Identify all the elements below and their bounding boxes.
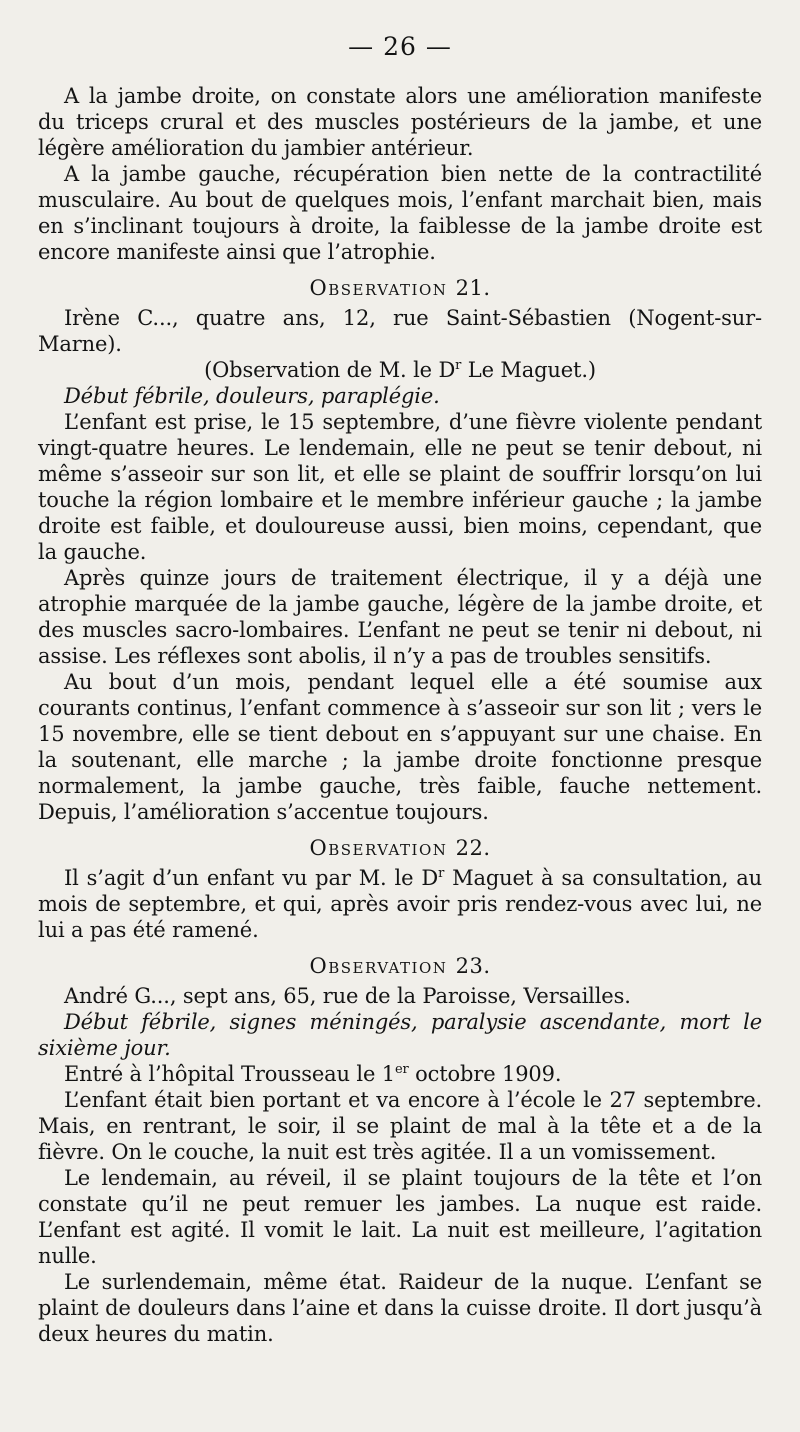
observation-label: Observation: [309, 276, 448, 300]
paragraph: A la jambe droite, on constate alors une amélioration manifeste du triceps crural et des muscles postérieurs de la jambe, et une légère amélioration du jambier antérieur.: [38, 84, 762, 160]
observation-summary: Début fébrile, signes méningés, paralysie ascendante, mort le sixième jour.: [38, 1010, 762, 1060]
paragraph: [38, 865, 762, 943]
observation-number: 22.: [455, 836, 491, 860]
superscript: r: [455, 358, 462, 373]
paragraph-text: Il s’agit d’un enfant vu par M. le D: [64, 866, 439, 890]
paragraph: Le surlendemain, même état. Raideur de la nuque. L’enfant se plaint de douleurs dans l’aine et dans la cuisse droite. Il dort jusqu’à deux heures du matin.: [38, 1270, 762, 1346]
observation-label: Observation: [309, 836, 448, 860]
page-body: [38, 83, 762, 1347]
observation-heading-23: [38, 943, 762, 983]
page-number: — 26 —: [348, 32, 452, 61]
paragraph: L’enfant était bien portant et va encore à l’école le 27 septembre. Mais, en rentrant, le soir, il se plaint de mal à la tête et a de la fièvre. On le couche, la nuit est très agitée. Il a un vomissement.: [38, 1088, 762, 1164]
superscript: r: [438, 866, 445, 881]
observation-label: Observation: [309, 954, 448, 978]
paragraph-text: Entré à l’hôpital Trousseau le 1: [64, 1062, 395, 1086]
source-text: Le Maguet.): [461, 358, 596, 382]
observation-number: 23.: [455, 954, 491, 978]
paragraph: A la jambe gauche, récupération bien nette de la contractilité musculaire. Au bout de quelques mois, l’enfant marchait bien, mais en s’inclinant toujours à droite, la faiblesse de la jambe droite est encore manifeste ainsi que l’atrophie.: [38, 162, 762, 264]
paragraph: L’enfant est prise, le 15 septembre, d’une fièvre violente pendant vingt-quatre heures. Le lendemain, elle ne peut se tenir debout, ni même s’asseoir sur son lit, et elle se plaint de souffrir lorsqu’on lui touche la région lombaire et le membre inférieur gauche ; la jambe droite est faible, et douloureuse aussi, bien moins, cependant, que la gauche.: [38, 410, 762, 564]
paragraph: Au bout d’un mois, pendant lequel elle a été soumise aux courants continus, l’enfant commence à s’asseoir sur son lit ; vers le 15 novembre, elle se tient debout en s’appuyant sur une chaise. En la soutenant, elle marche ; la jambe droite fonctionne presque normalement, la jambe gauche, très faible, fauche nettement. Depuis, l’amélioration s’accentue toujours.: [38, 670, 762, 824]
paragraph-text: octobre 1909.: [408, 1062, 562, 1086]
paragraph: [38, 1061, 762, 1087]
paragraph-text: Maguet à sa consultation, au mois de septembre, et qui, après avoir pris rendez-vous avec lui, ne lui a pas été ramené.: [38, 866, 763, 942]
observation-number: 21.: [455, 276, 491, 300]
source-text: (Observation de M. le D: [204, 358, 456, 382]
superscript: er: [395, 1062, 409, 1077]
observation-summary: Début fébrile, douleurs, paraplégie.: [64, 384, 440, 408]
patient-line: Irène C..., quatre ans, 12, rue Saint-Sébastien (Nogent-sur-Marne).: [38, 306, 762, 356]
observation-heading-21: [38, 265, 762, 305]
patient-line: André G..., sept ans, 65, rue de la Paroisse, Versailles.: [64, 984, 631, 1008]
observation-source: [38, 357, 762, 383]
observation-heading-22: [38, 825, 762, 865]
paragraph: Le lendemain, au réveil, il se plaint toujours de la tête et l’on constate qu’il ne peut remuer les jambes. La nuque est raide. L’enfant est agité. Il vomit le lait. La nuit est meilleure, l’agitation nulle.: [38, 1166, 762, 1268]
paragraph: Après quinze jours de traitement électrique, il y a déjà une atrophie marquée de la jambe gauche, légère de la jambe droite, et des muscles sacro-lombaires. L’enfant ne peut se tenir ni debout, ni assise. Les réflexes sont abolis, il n’y a pas de troubles sensitifs.: [38, 566, 762, 668]
